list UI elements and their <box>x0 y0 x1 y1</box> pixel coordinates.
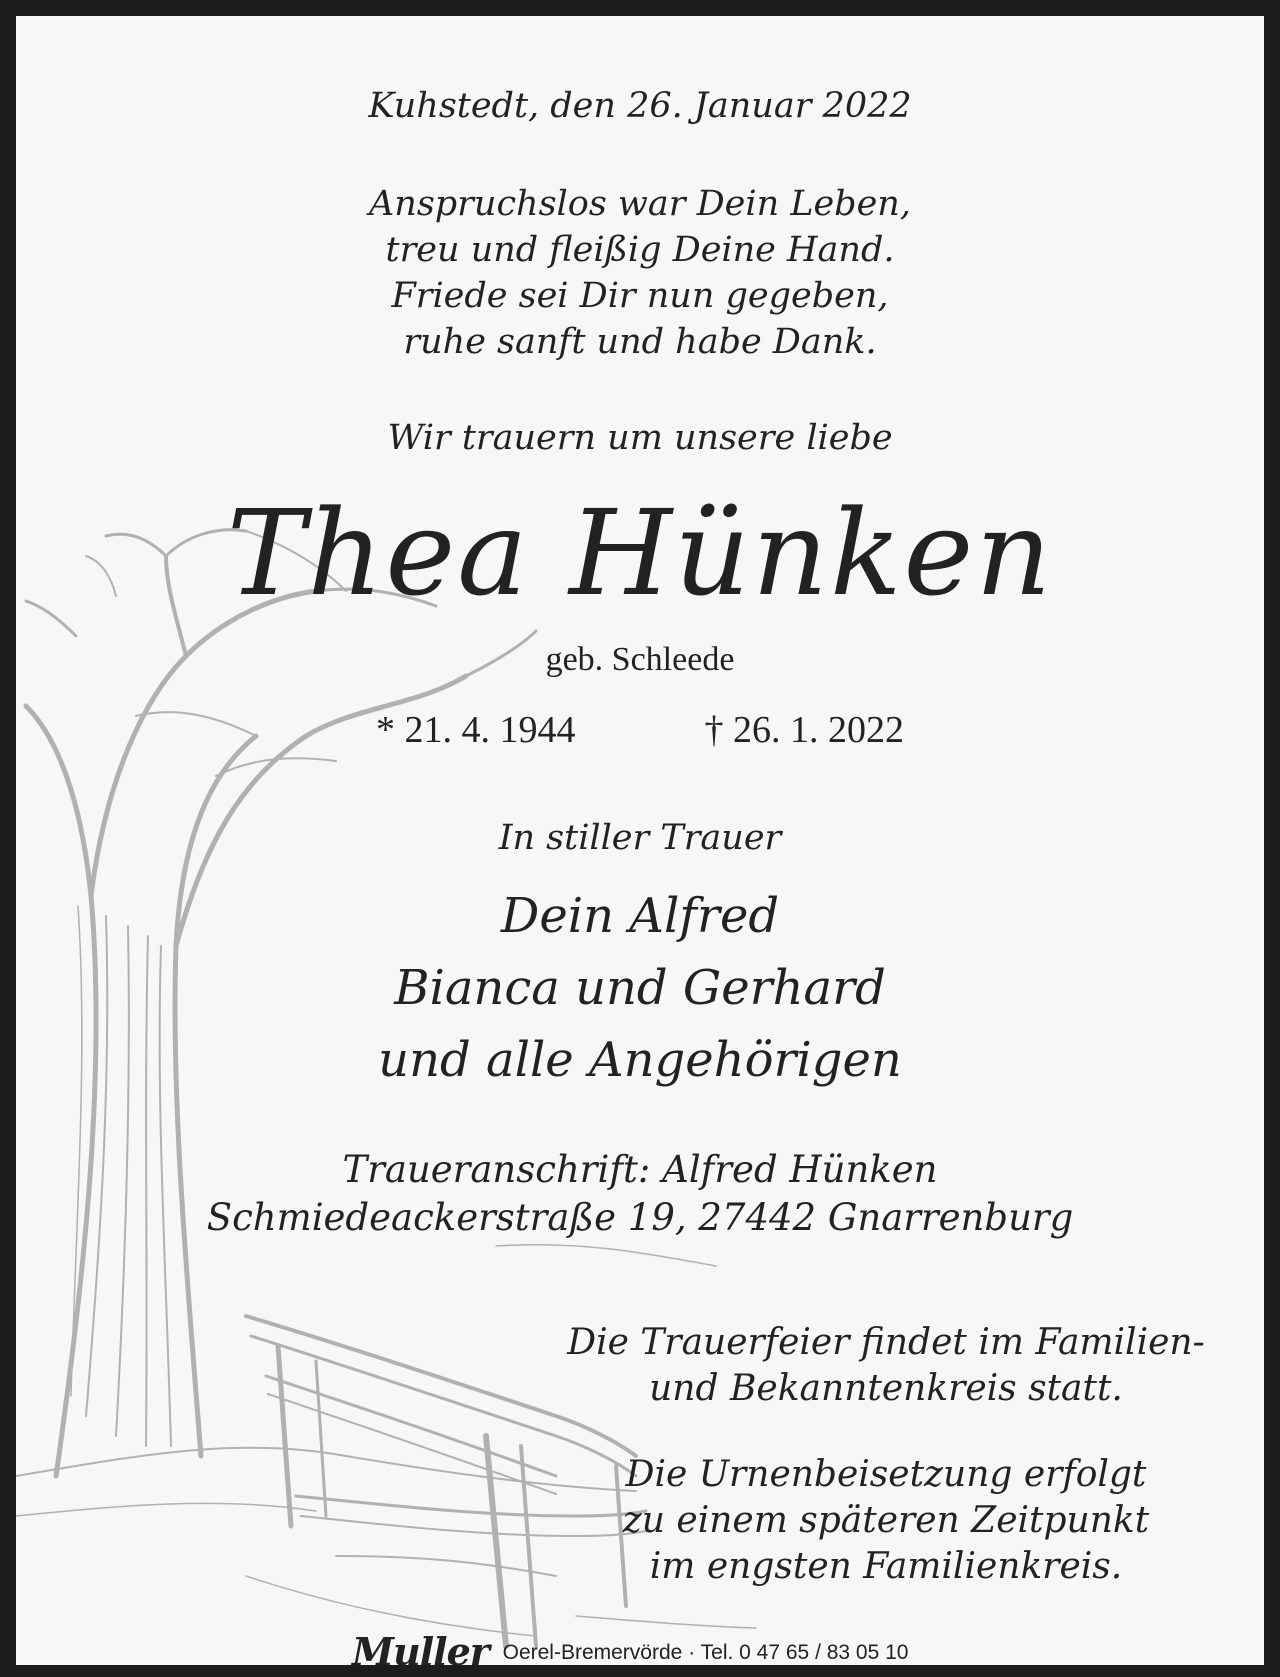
footer-separator: · <box>688 1641 696 1664</box>
footer-phone: Tel. 0 47 65 / 83 05 10 <box>700 1641 909 1664</box>
mourners-heading: In stiller Trauer <box>498 818 782 858</box>
burial-line-3: im engsten Familienkreis. <box>649 1546 1123 1587</box>
poem-line-3: Friede sei Dir nun gegeben, <box>391 276 889 316</box>
intro-text: Wir trauern um unsere liebe <box>387 418 893 458</box>
mourner-line-1: Dein Alfred <box>500 888 780 944</box>
burial-line-2: zu einem späteren Zeitpunkt <box>622 1500 1150 1541</box>
birth-date: * 21. 4. 1944 <box>376 709 576 751</box>
funeral-home-logo: Muller <box>352 1629 489 1674</box>
footer-imprint <box>352 1629 908 1674</box>
life-dates <box>16 708 1264 752</box>
death-date: † 26. 1. 2022 <box>704 709 904 751</box>
maiden-name: geb. Schleede <box>545 641 735 678</box>
address-line-2: Schmiedeackerstraße 19, 27442 Gnarrenburg <box>206 1196 1074 1239</box>
burial-line-1: Die Urnenbeisetzung erfolgt <box>625 1454 1147 1495</box>
poem-line-2: treu und fleißig Deine Hand. <box>385 230 895 270</box>
mourner-line-3: und alle Angehörigen <box>378 1032 902 1088</box>
place-date: Kuhstedt, den 26. Januar 2022 <box>368 86 912 126</box>
poem-line-4: ruhe sanft und habe Dank. <box>403 322 877 362</box>
mourner-line-2: Bianca und Gerhard <box>394 960 886 1016</box>
address-line-1: Traueranschrift: Alfred Hünken <box>342 1148 938 1191</box>
footer-location: Oerel-Bremervörde <box>502 1641 683 1664</box>
poem-line-1: Anspruchslos war Dein Leben, <box>369 184 911 224</box>
deceased-name: Thea Hünken <box>226 484 1054 622</box>
ceremony-line-2: und Bekanntenkreis statt. <box>649 1368 1123 1409</box>
ceremony-line-1: Die Trauerfeier findet im Familien- <box>567 1322 1205 1363</box>
